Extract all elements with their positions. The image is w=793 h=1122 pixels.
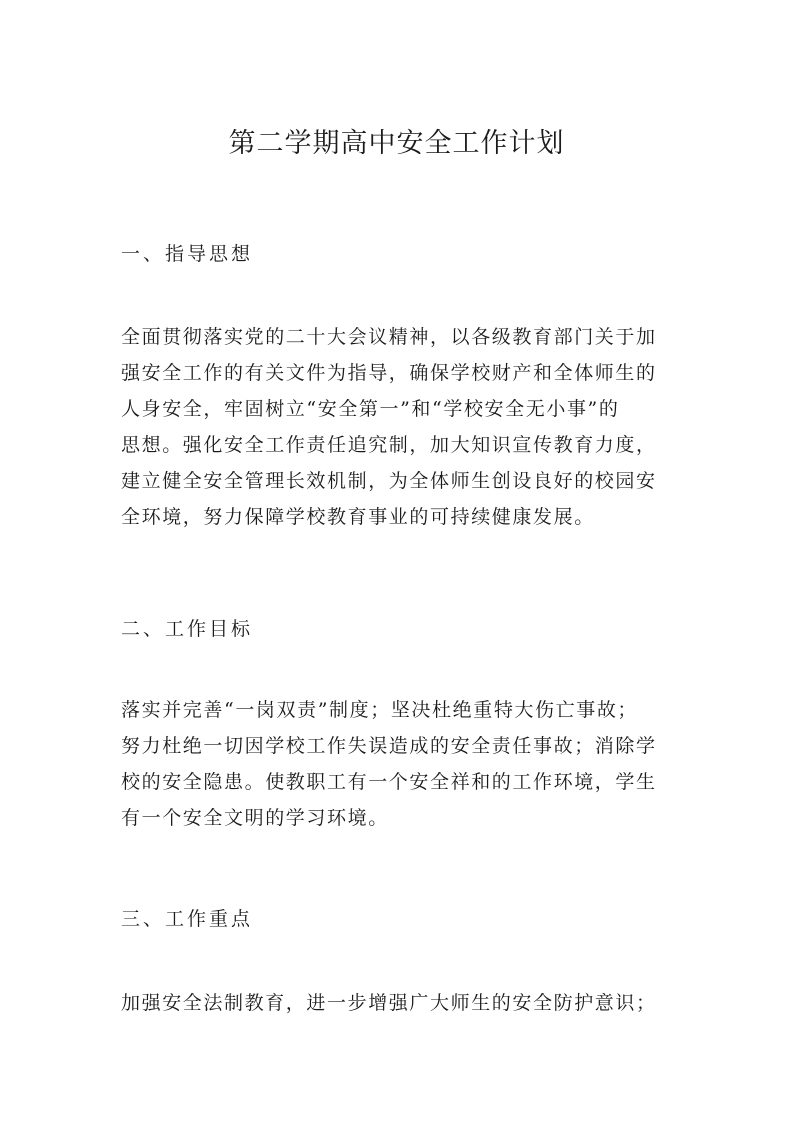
- section-heading-work-goals: 二、工作目标: [121, 618, 254, 640]
- paragraph-line: 思想。强化安全工作责任追究制，加大知识宣传教育力度，: [121, 434, 657, 456]
- paragraph-line: 全面贯彻落实党的二十大会议精神，以各级教育部门关于加: [121, 326, 657, 348]
- section-paragraph-work-goals: [121, 692, 681, 836]
- paragraph-line: 努力杜绝一切因学校工作失误造成的安全责任事故；消除学: [121, 735, 657, 757]
- section-paragraph-work-focus: [121, 985, 681, 1021]
- paragraph-line: 加强安全法制教育，进一步增强广大师生的安全防护意识；: [121, 992, 657, 1014]
- section-heading-guiding-ideology: 一、指导思想: [121, 243, 254, 265]
- paragraph-line: 建立健全安全管理长效机制，为全体师生创设良好的校园安: [121, 470, 657, 492]
- paragraph-line: 强安全工作的有关文件为指导，确保学校财产和全体师生的: [121, 362, 657, 384]
- paragraph-line: 校的安全隐患。使教职工有一个安全祥和的工作环境，学生: [121, 771, 657, 793]
- paragraph-line: 落实并完善“一岗双责”制度；坚决杜绝重特大伤亡事故；: [121, 699, 639, 721]
- document-title: 第二学期高中安全工作计划: [228, 128, 565, 159]
- paragraph-line: 人身安全，牢固树立“安全第一”和“学校安全无小事”的: [121, 398, 620, 420]
- paragraph-line: 有一个安全文明的学习环境。: [121, 807, 389, 829]
- paragraph-line: 全环境，努力保障学校教育事业的可持续健康发展。: [121, 506, 595, 528]
- section-heading-work-focus: 三、工作重点: [121, 908, 254, 930]
- section-paragraph-guiding-ideology: [121, 319, 681, 535]
